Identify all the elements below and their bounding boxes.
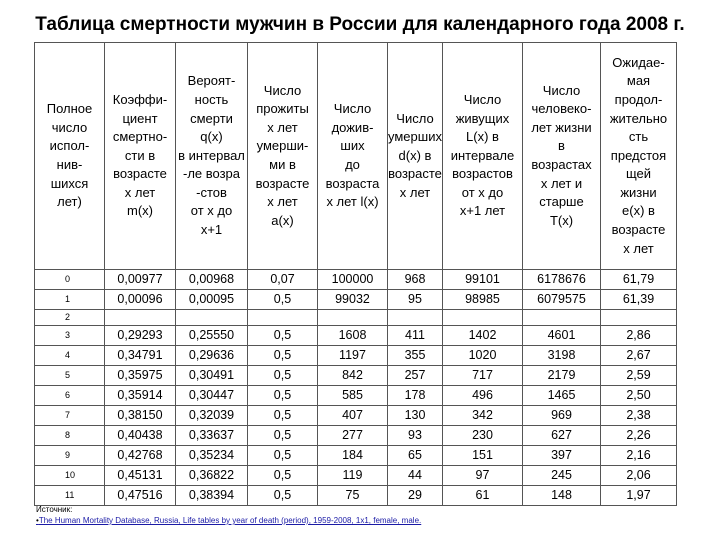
Tx-cell: 2179: [523, 366, 601, 386]
ax-cell: 0,5: [248, 406, 318, 426]
age-cell: 10: [35, 466, 105, 486]
table-row: [35, 366, 677, 386]
age-cell: 8: [35, 426, 105, 446]
lx-cell: 277: [318, 426, 388, 446]
Tx-cell: 627: [523, 426, 601, 446]
Tx-cell: 3198: [523, 346, 601, 366]
Lx-cell: 496: [443, 386, 523, 406]
ax-cell: 0,5: [248, 326, 318, 346]
ex-cell: 2,38: [601, 406, 677, 426]
source-label: Источник:: [36, 505, 73, 514]
ex-cell: 2,50: [601, 386, 677, 406]
Lx-cell: 61: [443, 486, 523, 506]
col-header-dx: Число умерших d(x) в возрасте x лет: [388, 43, 443, 270]
Lx-cell: [443, 310, 523, 326]
qx-cell: [176, 310, 248, 326]
Lx-cell: 342: [443, 406, 523, 426]
qx-cell: 0,33637: [176, 426, 248, 446]
qx-cell: 0,36822: [176, 466, 248, 486]
Tx-cell: 397: [523, 446, 601, 466]
ax-cell: 0,5: [248, 290, 318, 310]
table-row: [35, 326, 677, 346]
dx-cell: 29: [388, 486, 443, 506]
mx-cell: 0,34791: [105, 346, 176, 366]
col-header-mx: Коэффи- циент смертно- сти в возрасте x лет m(x): [105, 43, 176, 270]
table-row: [35, 466, 677, 486]
mx-cell: 0,42768: [105, 446, 176, 466]
age-cell: 1: [35, 290, 105, 310]
mx-cell: 0,47516: [105, 486, 176, 506]
col-header-Tx: Число человеко- лет жизни в возрастах x лет и старше T(x): [523, 43, 601, 270]
dx-cell: 257: [388, 366, 443, 386]
table-row: [35, 426, 677, 446]
qx-cell: 0,25550: [176, 326, 248, 346]
col-header-lx: Число дожив- ших до возраста x лет l(x): [318, 43, 388, 270]
Lx-cell: 717: [443, 366, 523, 386]
table-row: [35, 446, 677, 466]
ex-cell: 2,59: [601, 366, 677, 386]
qx-cell: 0,32039: [176, 406, 248, 426]
qx-cell: 0,00095: [176, 290, 248, 310]
ax-cell: 0,5: [248, 346, 318, 366]
mx-cell: 0,40438: [105, 426, 176, 446]
age-cell: 11: [35, 486, 105, 506]
mx-cell: 0,00977: [105, 270, 176, 290]
qx-cell: 0,30491: [176, 366, 248, 386]
ax-cell: 0,5: [248, 366, 318, 386]
table-row: [35, 406, 677, 426]
ex-cell: [601, 310, 677, 326]
dx-cell: 95: [388, 290, 443, 310]
lx-cell: 407: [318, 406, 388, 426]
qx-cell: 0,00968: [176, 270, 248, 290]
dx-cell: 355: [388, 346, 443, 366]
ex-cell: 2,06: [601, 466, 677, 486]
ax-cell: [248, 310, 318, 326]
dx-cell: 93: [388, 426, 443, 446]
mx-cell: [105, 310, 176, 326]
lx-cell: 100000: [318, 270, 388, 290]
Tx-cell: 969: [523, 406, 601, 426]
lx-cell: 585: [318, 386, 388, 406]
ax-cell: 0,5: [248, 386, 318, 406]
qx-cell: 0,38394: [176, 486, 248, 506]
age-cell: 6: [35, 386, 105, 406]
ex-cell: 1,97: [601, 486, 677, 506]
age-cell: 3: [35, 326, 105, 346]
page-title: Таблица смертности мужчин в России для календарного года 2008 г.: [35, 14, 685, 35]
Tx-cell: 6178676: [523, 270, 601, 290]
col-header-qx: Вероят- ность смерти q(x) в интервал -ле возра -стов от x до x+1: [176, 43, 248, 270]
mx-cell: 0,45131: [105, 466, 176, 486]
qx-cell: 0,35234: [176, 446, 248, 466]
dx-cell: [388, 310, 443, 326]
dx-cell: 968: [388, 270, 443, 290]
mx-cell: 0,35914: [105, 386, 176, 406]
ex-cell: 61,79: [601, 270, 677, 290]
mx-cell: 0,35975: [105, 366, 176, 386]
ax-cell: 0,5: [248, 466, 318, 486]
Tx-cell: 1465: [523, 386, 601, 406]
Lx-cell: 151: [443, 446, 523, 466]
ex-cell: 2,16: [601, 446, 677, 466]
Lx-cell: 99101: [443, 270, 523, 290]
age-cell: 2: [35, 310, 105, 326]
mx-cell: 0,29293: [105, 326, 176, 346]
ax-cell: 0,07: [248, 270, 318, 290]
lx-cell: 1608: [318, 326, 388, 346]
col-header-ex: Ожидае- мая продол- жительно сть предстоя щей жизни e(x) в возрасте x лет: [601, 43, 677, 270]
age-cell: 5: [35, 366, 105, 386]
table-row: [35, 310, 677, 326]
Tx-cell: 6079575: [523, 290, 601, 310]
life-table: [34, 42, 677, 506]
lx-cell: 1197: [318, 346, 388, 366]
Lx-cell: 97: [443, 466, 523, 486]
Tx-cell: 245: [523, 466, 601, 486]
table-row: [35, 346, 677, 366]
mx-cell: 0,38150: [105, 406, 176, 426]
dx-cell: 44: [388, 466, 443, 486]
table-row: [35, 386, 677, 406]
Lx-cell: 1402: [443, 326, 523, 346]
lx-cell: 99032: [318, 290, 388, 310]
bullet-icon: •: [36, 516, 39, 525]
age-cell: 9: [35, 446, 105, 466]
source-link[interactable]: The Human Mortality Database, Russia, Life tables by year of death (period), 1959-2008, 1x1, female, male.: [38, 516, 422, 525]
Lx-cell: 1020: [443, 346, 523, 366]
col-header-age: Полное число испол- нив- шихся лет): [35, 43, 105, 270]
lx-cell: 184: [318, 446, 388, 466]
col-header-ax: Число прожиты x лет умерши- ми в возрасте x лет a(x): [248, 43, 318, 270]
Tx-cell: 4601: [523, 326, 601, 346]
table-row: [35, 290, 677, 310]
lx-cell: 75: [318, 486, 388, 506]
dx-cell: 130: [388, 406, 443, 426]
lx-cell: 842: [318, 366, 388, 386]
mx-cell: 0,00096: [105, 290, 176, 310]
lx-cell: [318, 310, 388, 326]
Tx-cell: [523, 310, 601, 326]
qx-cell: 0,29636: [176, 346, 248, 366]
table-header-row: [35, 43, 677, 270]
age-cell: 4: [35, 346, 105, 366]
source-line: [36, 516, 421, 525]
age-cell: 0: [35, 270, 105, 290]
Tx-cell: 148: [523, 486, 601, 506]
table-row: [35, 270, 677, 290]
ax-cell: 0,5: [248, 486, 318, 506]
Lx-cell: 98985: [443, 290, 523, 310]
ex-cell: 2,86: [601, 326, 677, 346]
qx-cell: 0,30447: [176, 386, 248, 406]
age-cell: 7: [35, 406, 105, 426]
lx-cell: 119: [318, 466, 388, 486]
ex-cell: 61,39: [601, 290, 677, 310]
ax-cell: 0,5: [248, 446, 318, 466]
col-header-Lx: Число живущих L(x) в интервале возрастов от x до x+1 лет: [443, 43, 523, 270]
dx-cell: 411: [388, 326, 443, 346]
table-row: [35, 486, 677, 506]
ex-cell: 2,67: [601, 346, 677, 366]
ex-cell: 2,26: [601, 426, 677, 446]
dx-cell: 178: [388, 386, 443, 406]
Lx-cell: 230: [443, 426, 523, 446]
ax-cell: 0,5: [248, 426, 318, 446]
dx-cell: 65: [388, 446, 443, 466]
